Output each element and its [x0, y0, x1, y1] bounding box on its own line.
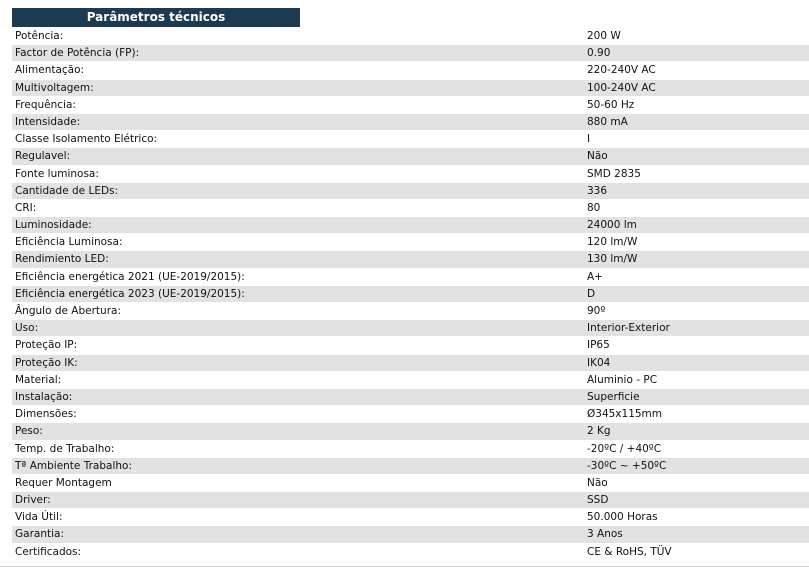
spec-value: A+ — [587, 270, 603, 283]
spec-row — [12, 474, 809, 491]
spec-value: -30ºC ~ +50ºC — [587, 459, 667, 472]
spec-row — [12, 543, 809, 560]
spec-row — [12, 216, 809, 233]
spec-label: CRI: — [15, 201, 37, 214]
spec-label: Proteção IK: — [15, 356, 78, 369]
spec-value: 130 lm/W — [587, 253, 638, 266]
spec-row — [12, 491, 809, 508]
section-title: Parâmetros técnicos — [12, 8, 300, 27]
spec-label: Vida Útil: — [15, 511, 63, 524]
spec-row — [12, 440, 809, 457]
spec-row — [12, 44, 809, 61]
spec-label: Multivoltagem: — [15, 81, 94, 94]
spec-value: Não — [587, 150, 608, 163]
spec-value: 50.000 Horas — [587, 511, 658, 524]
spec-value: D — [587, 287, 596, 300]
bottom-divider — [0, 566, 809, 567]
spec-row — [12, 96, 809, 113]
spec-row — [12, 165, 809, 182]
spec-row — [12, 285, 809, 302]
spec-value: 220-240V AC — [587, 64, 656, 77]
spec-label: Garantia: — [15, 528, 64, 541]
spec-value: 3 Anos — [587, 528, 623, 541]
spec-value: I — [587, 133, 591, 146]
spec-row — [12, 371, 809, 388]
spec-value: 200 W — [587, 30, 621, 42]
spec-value: 2 Kg — [587, 425, 611, 438]
spec-value: CE & RoHS, TÜV — [587, 545, 672, 558]
spec-row — [12, 457, 809, 474]
spec-label: Potência: — [15, 30, 64, 42]
spec-row — [12, 182, 809, 199]
spec-value: 120 lm/W — [587, 236, 638, 249]
spec-row — [12, 27, 809, 44]
spec-label: Driver: — [15, 494, 51, 507]
spec-label: Regulavel: — [15, 150, 71, 163]
spec-row — [12, 113, 809, 130]
spec-label: Rendimiento LED: — [15, 253, 109, 266]
spec-label: Tª Ambiente Trabalho: — [15, 459, 132, 472]
spec-label: Ângulo de Abertura: — [15, 305, 121, 317]
spec-row — [12, 268, 809, 285]
spec-value: 80 — [587, 201, 601, 214]
spec-label: Intensidade: — [15, 115, 81, 128]
spec-row — [12, 61, 809, 78]
spec-value: -20ºC / +40ºC — [587, 442, 662, 455]
spec-row — [12, 525, 809, 542]
spec-label: Eficiência Luminosa: — [15, 236, 123, 249]
spec-value: 100-240V AC — [587, 81, 656, 94]
spec-row — [12, 233, 809, 250]
spec-label: Requer Montagem — [15, 476, 112, 489]
spec-label: Eficiência energética 2023 (UE-2019/2015): — [15, 287, 245, 300]
spec-label: Peso: — [15, 425, 43, 438]
spec-label: Cantidade de LEDs: — [15, 184, 119, 197]
spec-value: Não — [587, 476, 608, 489]
spec-value: IP65 — [587, 339, 610, 352]
spec-value: 90º — [587, 305, 606, 317]
spec-row — [12, 319, 809, 336]
spec-row — [12, 199, 809, 216]
spec-value: SMD 2835 — [587, 167, 641, 180]
spec-label: Instalação: — [15, 390, 73, 403]
spec-value: SSD — [587, 494, 609, 507]
spec-table — [12, 27, 809, 560]
spec-label: Luminosidade: — [15, 219, 92, 232]
spec-row — [12, 250, 809, 267]
spec-value: IK04 — [587, 356, 611, 369]
spec-value: Interior-Exterior — [587, 322, 670, 335]
spec-label: Fonte luminosa: — [15, 167, 99, 180]
spec-value: 50-60 Hz — [587, 98, 635, 111]
spec-value: 0.90 — [587, 47, 611, 60]
spec-label: Material: — [15, 373, 62, 386]
spec-label: Alimentação: — [15, 64, 85, 77]
spec-value: 880 mA — [587, 115, 628, 128]
spec-row — [12, 422, 809, 439]
spec-value: Superficie — [587, 390, 640, 403]
spec-row — [12, 405, 809, 422]
spec-row — [12, 508, 809, 525]
spec-row — [12, 388, 809, 405]
spec-label: Certificados: — [15, 545, 82, 558]
spec-value: Ø345x115mm — [587, 408, 663, 421]
spec-value: Aluminio - PC — [587, 373, 658, 386]
spec-row — [12, 336, 809, 353]
spec-label: Factor de Potência (FP): — [15, 47, 140, 60]
spec-label: Classe Isolamento Elétrico: — [15, 133, 158, 146]
spec-label: Eficiência energética 2021 (UE-2019/2015): — [15, 270, 245, 283]
spec-label: Proteção IP: — [15, 339, 78, 352]
spec-label: Frequência: — [15, 98, 76, 111]
spec-row — [12, 79, 809, 96]
spec-row — [12, 130, 809, 147]
spec-row — [12, 354, 809, 371]
spec-label: Dimensões: — [15, 408, 77, 421]
spec-label: Temp. de Trabalho: — [15, 442, 115, 455]
spec-label: Uso: — [15, 322, 39, 335]
spec-value: 24000 lm — [587, 219, 637, 232]
spec-value: 336 — [587, 184, 608, 197]
spec-row — [12, 147, 809, 164]
spec-row — [12, 302, 809, 319]
